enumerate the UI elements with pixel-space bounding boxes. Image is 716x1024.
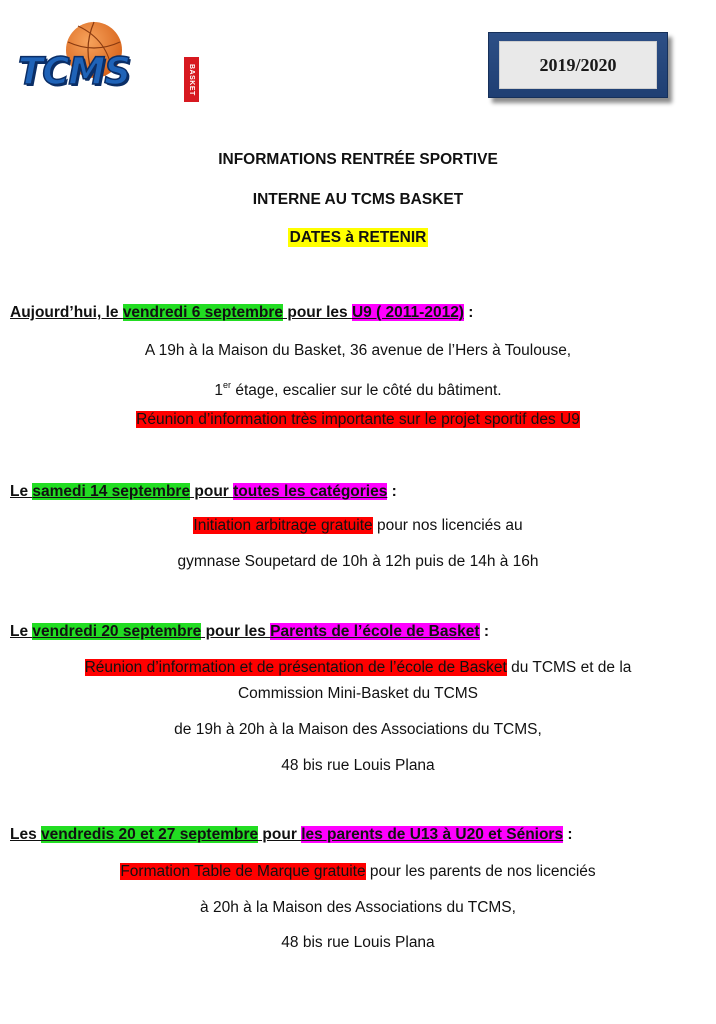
section4-highlight: Formation Table de Marque gratuite bbox=[120, 863, 366, 880]
tcms-logo bbox=[16, 20, 195, 96]
section3-line-1: Réunion d’information et de présentation de l’école de Basket du TCMS et de la bbox=[84, 659, 632, 676]
title-line-1: INFORMATIONS RENTRÉE SPORTIVE bbox=[218, 151, 498, 168]
section4-date: vendredis 20 et 27 septembre bbox=[41, 826, 259, 843]
section4-line-1: Formation Table de Marque gratuite pour les parents de nos licenciés bbox=[120, 863, 596, 880]
section3-line-4: 48 bis rue Louis Plana bbox=[281, 757, 435, 774]
section2-line-2: gymnase Soupetard de 10h à 12h puis de 14h à 16h bbox=[177, 553, 539, 570]
section1-line-3 bbox=[0, 410, 716, 430]
season-box bbox=[488, 32, 668, 98]
section2-date: samedi 14 septembre bbox=[32, 483, 191, 500]
section1-date: vendredi 6 septembre bbox=[122, 304, 284, 321]
section3-highlight: Réunion d’information et de présentation de l’école de Basket bbox=[84, 659, 507, 676]
section2-heading: Le samedi 14 septembre pour toutes les catégories : bbox=[10, 483, 397, 500]
dates-to-remember-highlight: DATES à RETENIR bbox=[289, 229, 427, 246]
section4-line-2: à 20h à la Maison des Associations du TCMS, bbox=[200, 899, 516, 916]
logo-side-label: BASKET bbox=[184, 57, 199, 102]
section4-group: les parents de U13 à U20 et Séniors bbox=[301, 826, 564, 843]
section3-date: vendredi 20 septembre bbox=[32, 623, 202, 640]
section1-line-1: A 19h à la Maison du Basket, 36 avenue de l’Hers à Toulouse, bbox=[144, 342, 572, 359]
section3-line-3: de 19h à 20h à la Maison des Associations du TCMS, bbox=[174, 721, 542, 738]
section1-group: U9 ( 2011-2012) bbox=[351, 304, 464, 321]
title-line-3 bbox=[0, 229, 716, 247]
section3-group: Parents de l’école de Basket bbox=[270, 623, 480, 640]
season-label: 2019/2020 bbox=[499, 41, 657, 89]
section2-highlight: Initiation arbitrage gratuite bbox=[193, 517, 373, 534]
section1-line-2: 1er étage, escalier sur le côté du bâtiment. bbox=[214, 380, 502, 399]
section4-line-3: 48 bis rue Louis Plana bbox=[281, 934, 435, 951]
section2-group: toutes les catégories bbox=[233, 483, 388, 500]
section1-heading: Aujourd’hui, le vendredi 6 septembre pour les U9 ( 2011-2012) : bbox=[10, 304, 474, 321]
section3-line-2: Commission Mini-Basket du TCMS bbox=[237, 685, 479, 702]
logo-wordmark: TCMS bbox=[18, 50, 130, 93]
section1-important-note: Réunion d’information très importante sur le projet sportif des U9 bbox=[136, 411, 580, 428]
section2-line-1: Initiation arbitrage gratuite pour nos licenciés au bbox=[193, 517, 523, 534]
title-line-2: INTERNE AU TCMS BASKET bbox=[252, 191, 464, 208]
section3-heading: Le vendredi 20 septembre pour les Parents de l’école de Basket : bbox=[10, 623, 489, 640]
section4-heading: Les vendredis 20 et 27 septembre pour les parents de U13 à U20 et Séniors : bbox=[10, 826, 573, 843]
